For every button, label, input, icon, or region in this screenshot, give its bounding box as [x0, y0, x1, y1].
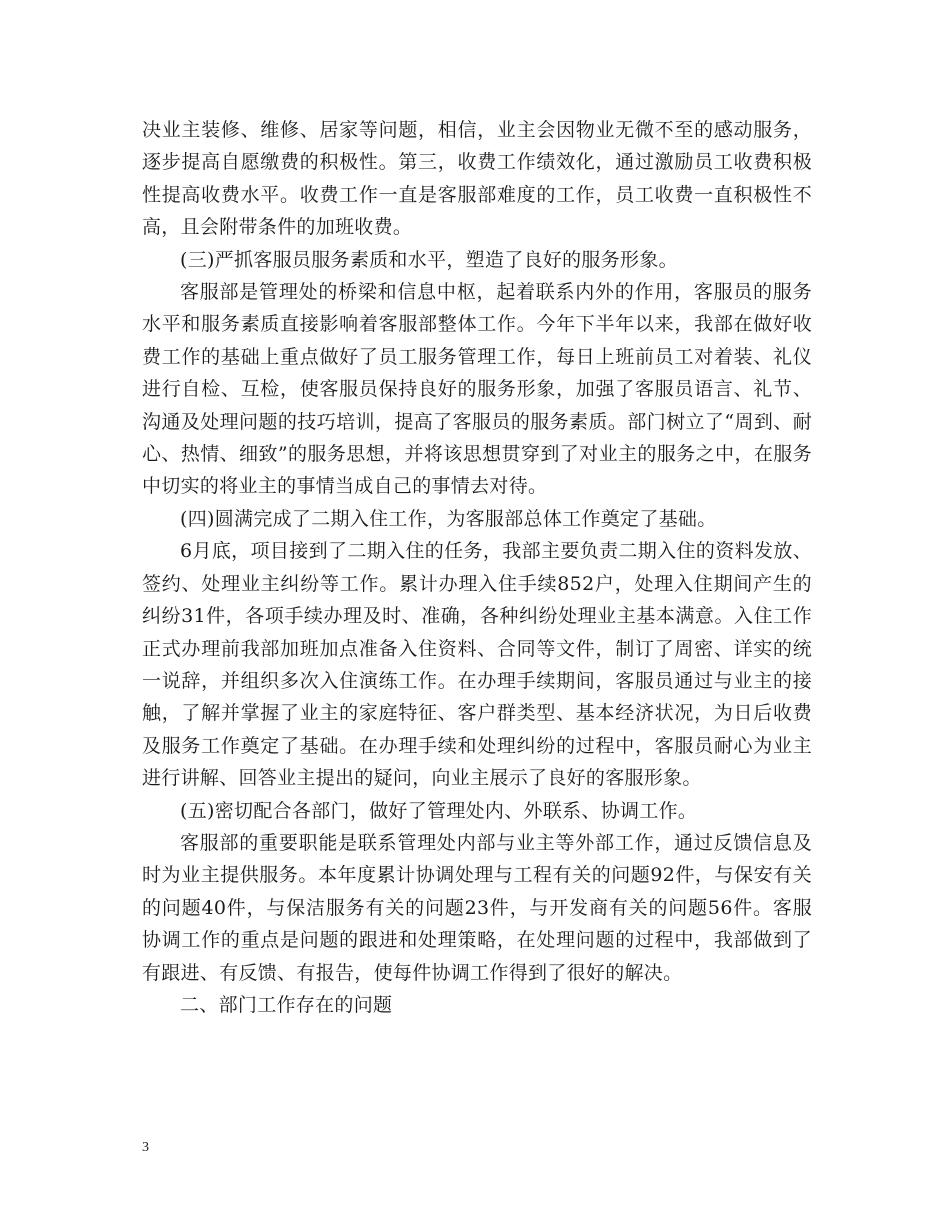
section-heading-three: (三)严抓客服员服务素质和水平，塑造了良好的服务形象。 — [180, 248, 678, 271]
document-body — [142, 114, 812, 1021]
section-heading-problems: 二、部门工作存在的问题 — [180, 993, 393, 1016]
paragraph-continuation: 决业主装修、维修、居家等问题，相信，业主会因物业无微不至的感动服务，逐步提高自愿缴费的积极性。第三，收费工作绩效化，通过激励员工收费积极性提高收费水平。收费工作一直是客服部难度的工作，员工收费一直积极性不高，且会附带条件的加班收费。 — [142, 119, 812, 239]
paragraph-coordination: 客服部的重要职能是联系管理处内部与业主等外部工作，通过反馈信息及时为业主提供服务。本年度累计协调处理与工程有关的问题92件，与保安有关的问题40件，与保洁服务有关的问题23件，与开发商有关的问题56件。客服协调工作的重点是问题的跟进和处理策略，在处理问题的过程中，我部做到了有跟进、有反馈、有报告，使每件协调工作得到了很好的解决。 — [142, 831, 812, 984]
paragraph-phase-two-move-in: 6月底，项目接到了二期入住的任务，我部主要负责二期入住的资料发放、签约、处理业主纠纷等工作。累计办理入住手续852户，处理入住期间产生的纠纷31件，各项手续办理及时、准确，各种纠纷处理业主基本满意。入住工作正式办理前我部加班加点准备入住资料、合同等文件，制订了周密、详实的统一说辞，并组织多次入住演练工作。在办理手续期间，客服员通过与业主的接触，了解并掌握了业主的家庭特征、客户群类型、基本经济状况，为日后收费及服务工作奠定了基础。在办理手续和处理纠纷的过程中，客服员耐心为业主进行讲解、回答业主提出的疑问，向业主展示了良好的客服形象。 — [142, 540, 812, 790]
paragraph-service-quality: 客服部是管理处的桥梁和信息中枢，起着联系内外的作用，客服员的服务水平和服务素质直接影响着客服部整体工作。今年下半年以来，我部在做好收费工作的基础上重点做好了员工服务管理工作，每日上班前员工对着装、礼仪进行自检、互检，使客服员保持良好的服务形象，加强了客服员语言、礼节、沟通及处理问题的技巧培训，提高了客服员的服务素质。部门树立了“周到、耐心、热情、细致”的服务思想，并将该思想贯穿到了对业主的服务之中，在服务中切实的将业主的事情当成自己的事情去对待。 — [142, 281, 812, 498]
page-number: 3 — [142, 1140, 149, 1155]
section-heading-four: (四)圆满完成了二期入住工作，为客服部总体工作奠定了基础。 — [180, 507, 717, 530]
section-heading-five: (五)密切配合各部门，做好了管理处内、外联系、协调工作。 — [180, 799, 698, 822]
